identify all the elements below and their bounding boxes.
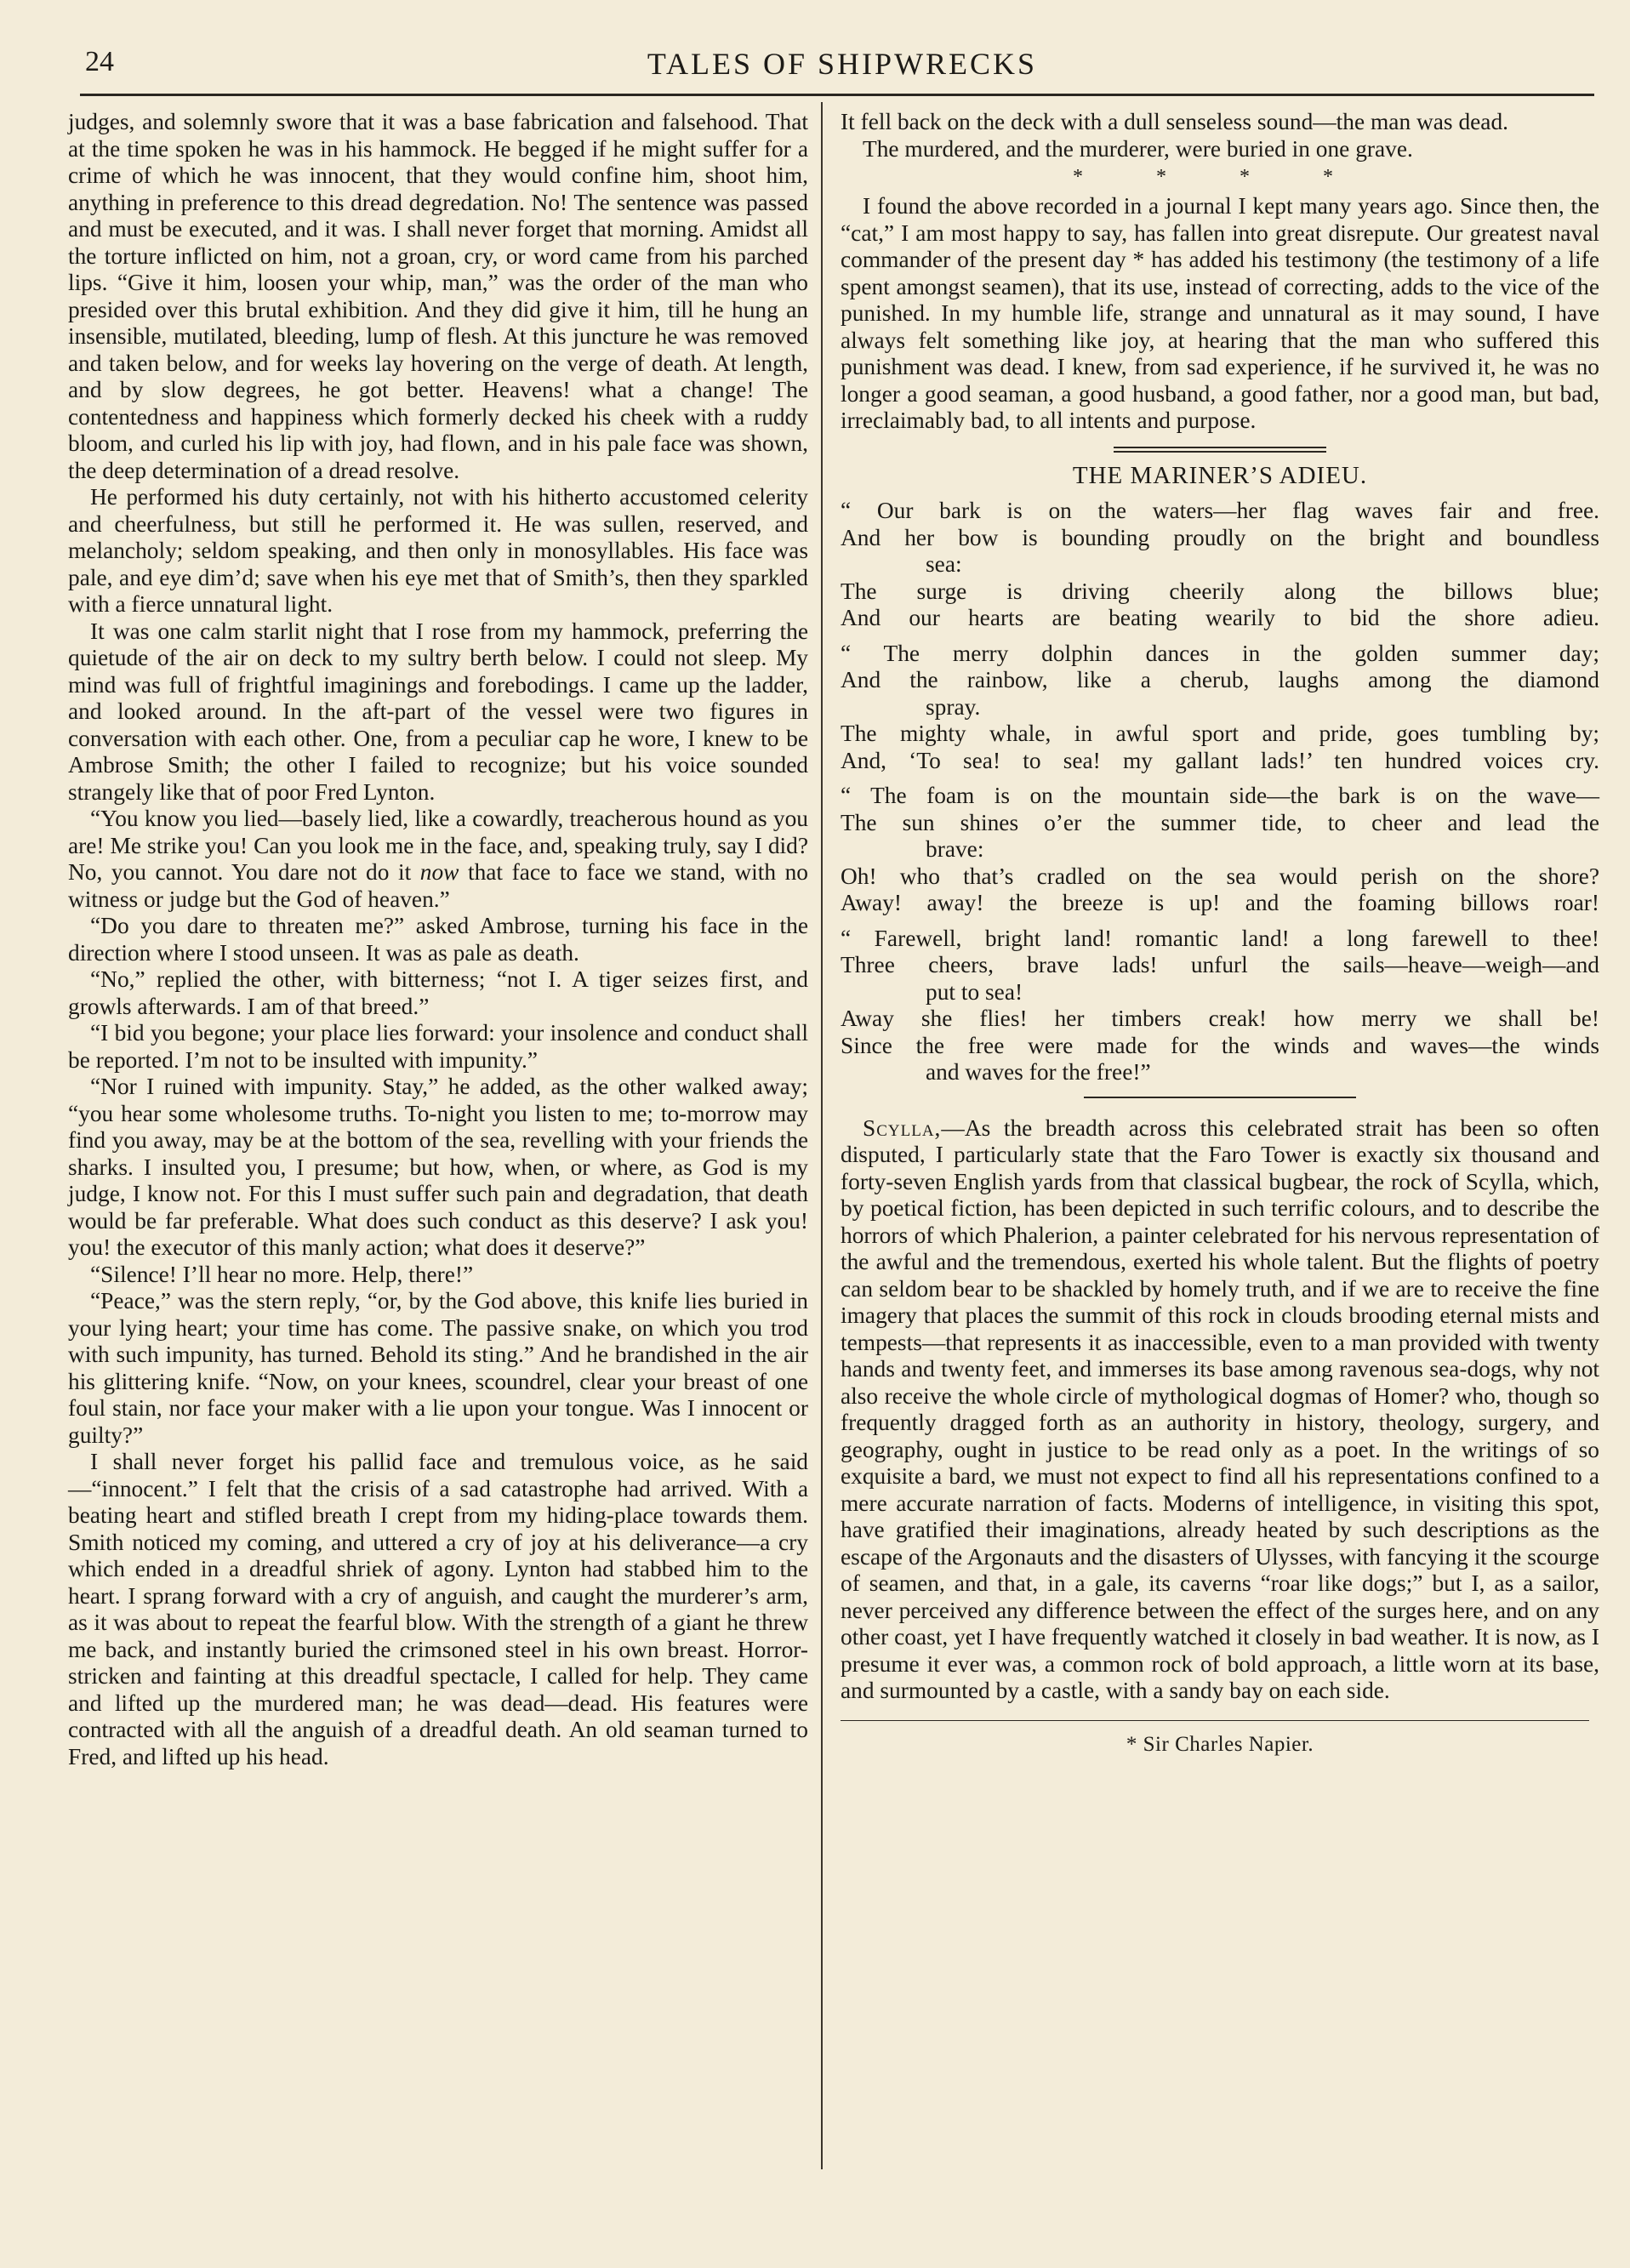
section-rule: [1084, 1097, 1356, 1098]
header-rule: [80, 94, 1594, 96]
page-header: [85, 46, 1599, 88]
poem-line: The mighty whale, in awful sport and pride, goes tumbling by;: [841, 721, 1599, 746]
poem-line: And her bow is bounding proudly on the bright and boundless: [841, 524, 1599, 550]
footnote: * Sir Charles Napier.: [1126, 1732, 1314, 1756]
paragraph: [841, 1115, 1599, 1705]
poem-stanza: [841, 783, 1599, 917]
poem-line: “ The merry dolphin dances in the golden summer day;: [841, 640, 1599, 666]
paragraph: It fell back on the deck with a dull senseless sound—the man was dead.: [841, 109, 1508, 134]
poem-line: Away she flies! her timbers creak! how merry we shall be!: [841, 1006, 1599, 1031]
paragraph: “I bid you begone; your place lies forward: your insolence and conduct shall be reported. I’m not to be insulted with impunity.”: [68, 1020, 808, 1073]
paragraph: I found the above recorded in a journal I kept many years ago. Since then, the “cat,” I am most happy to say, has fallen into great disrepute. Our greatest naval commander of the present day * has added his testimony (the testimony of a life spent amongst seamen), that its use, instead of correcting, adds to the vice of the punished. In my humble life, strange and unnatural as it may sound, I have always felt something like joy, at hearing that the man who suffered this punishment was dead. I knew, from sad experience, if he survived it, he was no longer a good seaman, a good husband, a good father, nor a good man, but bad, irreclaimably bad, to all intents and purpose.: [841, 193, 1599, 433]
paragraph-text: “You know you lied—basely lied, like a cowardly, treacherous hound as you are! Me strike you! Can you look me in the face, and, speaking truly, say I did? No, you cannot. You dare not do it: [68, 806, 808, 885]
poem-line: and waves for the free!”: [926, 1059, 1151, 1085]
poem-stanza: [841, 926, 1599, 1086]
paragraph-text: that face to face we stand, with no witness or judge but the God of heaven.”: [68, 859, 808, 912]
poem-line: “ Our bark is on the waters—her flag waves fair and free.: [841, 498, 1599, 523]
paragraph: “Peace,” was the stern reply, “or, by the God above, this knife lies buried in your lying heart; your time has come. The passive snake, on which you trod with such impunity, has turned. Behold its sting.” And he brandished in the air his glittering knife. “Now, on your knees, scoundrel, clear your breast of one foul stain, nor face your maker with a lie upon your tongue. Was I innocent or guilty?”: [68, 1288, 808, 1448]
poem-title: THE MARINER’S ADIEU.: [1072, 461, 1368, 489]
poem-line: “ Farewell, bright land! romantic land! a long farewell to thee!: [841, 925, 1599, 951]
paragraph: “Silence! I’ll hear no more. Help, there!”: [90, 1261, 474, 1287]
run-in-heading: Scylla,: [863, 1114, 942, 1141]
double-rule: [1114, 447, 1326, 453]
paragraph: “Do you dare to threaten me?” asked Ambrose, turning his face in the direction where I stood unseen. It was as pale as death.: [68, 913, 808, 966]
poem-line: sea:: [926, 551, 962, 577]
poem-line: Away! away! the breeze is up! and the foaming billows roar!: [841, 890, 1599, 915]
page-number: 24: [85, 46, 114, 77]
left-column: [68, 109, 808, 1770]
paragraph: “Nor I ruined with impunity. Stay,” he added, as the other walked away; “you hear some wholesome truths. To-night you listen to me; to-morrow may find you away, may be at the bottom of the sea, revelling with your friends the sharks. I insulted you, I presume; but how, when, or where, as God is my judge, I know not. For this I must suffer such pain and degradation, that death would be far preferable. What does such conduct as this deserve? I ask you! you! the executor of this manly action; what does it deserve?”: [68, 1074, 808, 1260]
poem-line: And our hearts are beating wearily to bid the shore adieu.: [841, 605, 1599, 630]
poem-line: And, ‘To sea! to sea! my gallant lads!’ ten hundred voices cry.: [841, 747, 1599, 773]
poem-line: put to sea!: [926, 978, 1023, 1005]
emphasis-text: now: [419, 859, 459, 885]
poem-line: brave:: [926, 836, 984, 862]
poem-stanza: [841, 641, 1599, 775]
column-divider: [821, 102, 823, 2169]
poem-line: The sun shines o’er the summer tide, to cheer and lead the: [841, 809, 1599, 835]
poem-line: The surge is driving cheerily along the billows blue;: [841, 578, 1599, 604]
running-title: TALES OF SHIPWRECKS: [647, 47, 1038, 81]
paragraph: [68, 806, 808, 913]
paragraph: I shall never forget his pallid face and tremulous voice, as he said—“innocent.” I felt that the crisis of a sad catastrophe had arrived. With a beating heart and stifled breath I crept from my hiding-place towards them. Smith noticed my coming, and uttered a cry of joy at his deliverance—a cry which ended in a dreadful shriek of agony. Lynton had stabbed him to the heart. I sprang forward with a cry of anguish, and caught the murderer’s arm, as it was about to repeat the fearful blow. With the strength of a giant he threw me back, and instantly buried the crimsoned steel in his own breast. Horror-stricken and fainting at this dreadful spectacle, I called for help. They came and lifted up the murdered man; he was dead—dead. His features were contracted with all the anguish of a dreadful death. An old seaman turned to Fred, and lifted up his head.: [68, 1449, 808, 1769]
footnote-rule: [841, 1720, 1589, 1721]
paragraph: “No,” replied the other, with bitterness; “not I. A tiger seizes first, and growls afterwards. I am of that breed.”: [68, 966, 808, 1019]
poem-line: And the rainbow, like a cherub, laughs among the diamond: [841, 667, 1599, 692]
paragraph: judges, and solemnly swore that it was a base fabrication and falsehood. That at the time spoken he was in his hammock. He begged if he might suffer for a crime of which he was innocent, that they would confine him, shoot him, anything in preference to this dread degredation. No! The sentence was passed and must be executed, and it was. I shall never forget that morning. Amidst all the torture inflicted on him, not a groan, cry, or word came from his parched lips. “Give it him, loosen your whip, man,” was the order of the man who presided over this brutal exhibition. And they did give it him, till he hung an insensible, mutilated, bleeding, lump of flesh. At this juncture he was removed and taken below, and for weeks lay hovering on the verge of death. At length, and by slow degrees, he got better. Heavens! what a change! The contentedness and happiness which formerly decked his cheek with a ruddy bloom, and curled his lip with joy, had flown, and in his pale face was shown, the deep determination of a dread resolve.: [68, 109, 808, 483]
section-break-stars: * * * *: [1073, 166, 1367, 188]
poem-line: spray.: [926, 693, 981, 720]
paragraph: It was one calm starlit night that I rose from my hammock, preferring the quietude of the air on deck to my sultry berth below. I could not sleep. My mind was full of frightful imaginings and forebodings. I came up the ladder, and looked around. In the aft-part of the vessel were two figures in conversation with each other. One, from a peculiar cap he wore, I knew to be Ambrose Smith; the other I failed to recognize; but his voice sounded strangely like that of poor Fred Lynton.: [68, 618, 808, 805]
poem-line: Since the free were made for the winds and waves—the winds: [841, 1032, 1599, 1058]
paragraph: He performed his duty certainly, not with his hitherto accustomed celerity and cheerfulness, but still he performed it. He was sullen, reserved, and melancholy; seldom speaking, and then only in monosyllables. His face was pale, and eye dim’d; save when his eye met that of Smith’s, then they sparkled with a fierce unnatural light.: [68, 484, 808, 617]
poem-line: Three cheers, brave lads! unfurl the sails—heave—weigh—and: [841, 952, 1599, 977]
paragraph: The murdered, and the murderer, were buried in one grave.: [863, 135, 1413, 162]
right-column: [841, 109, 1599, 1758]
paragraph-text: —As the breadth across this celebrated strait has been so often disputed, I particularly state that the Faro Tower is exactly six thousand and forty-seven English yards from that classical bugbear, the rock of Scylla, which, by poetical fiction, has been depicted in such terrific colours, and to describe the horrors of which Phalerion, a painter celebrated for his nervous representation of the awful and the tremendous, exerted his whole talent. But the flights of poetry can seldom bear to be shackled by homely truth, and if we are to receive the fine imagery that places the summit of this rock in clouds brooding eternal mists and tempests—that represents it as inaccessible, even to a man provided with twenty hands and twenty feet, and immerses its base among ravenous sea-dogs, why not also receive the whole circle of mythological dogmas of Homer? who, though so frequently dragged forth as an authority in history, theology, surgery, and geography, ought in justice to be read only as a poet. In the writings of so exquisite a bard, we must not expect to find all his representations confined to a mere accurate narration of facts. Moderns of intelligence, in visiting this spot, have gratified their imaginations, already heated by such descriptions as the escape of the Argonauts and the disasters of Ulysses, with fancying it the scourge of seamen, and that, in a gale, its caverns “roar like dogs;” but I, as a sailor, never perceived any difference between the effect of the surges here, and on any other coast, yet I have frequently watched it closely in bad weather. It is now, as I presume it ever was, a common rock of bold approach, a little worn at its base, and surmounted by a castle, with a sandy bay on each side.: [841, 1114, 1599, 1703]
poem-stanza: [841, 498, 1599, 632]
poem-line: Oh! who that’s cradled on the sea would perish on the shore?: [841, 863, 1599, 889]
poem-line: “ The foam is on the mountain side—the bark is on the wave—: [841, 783, 1599, 808]
